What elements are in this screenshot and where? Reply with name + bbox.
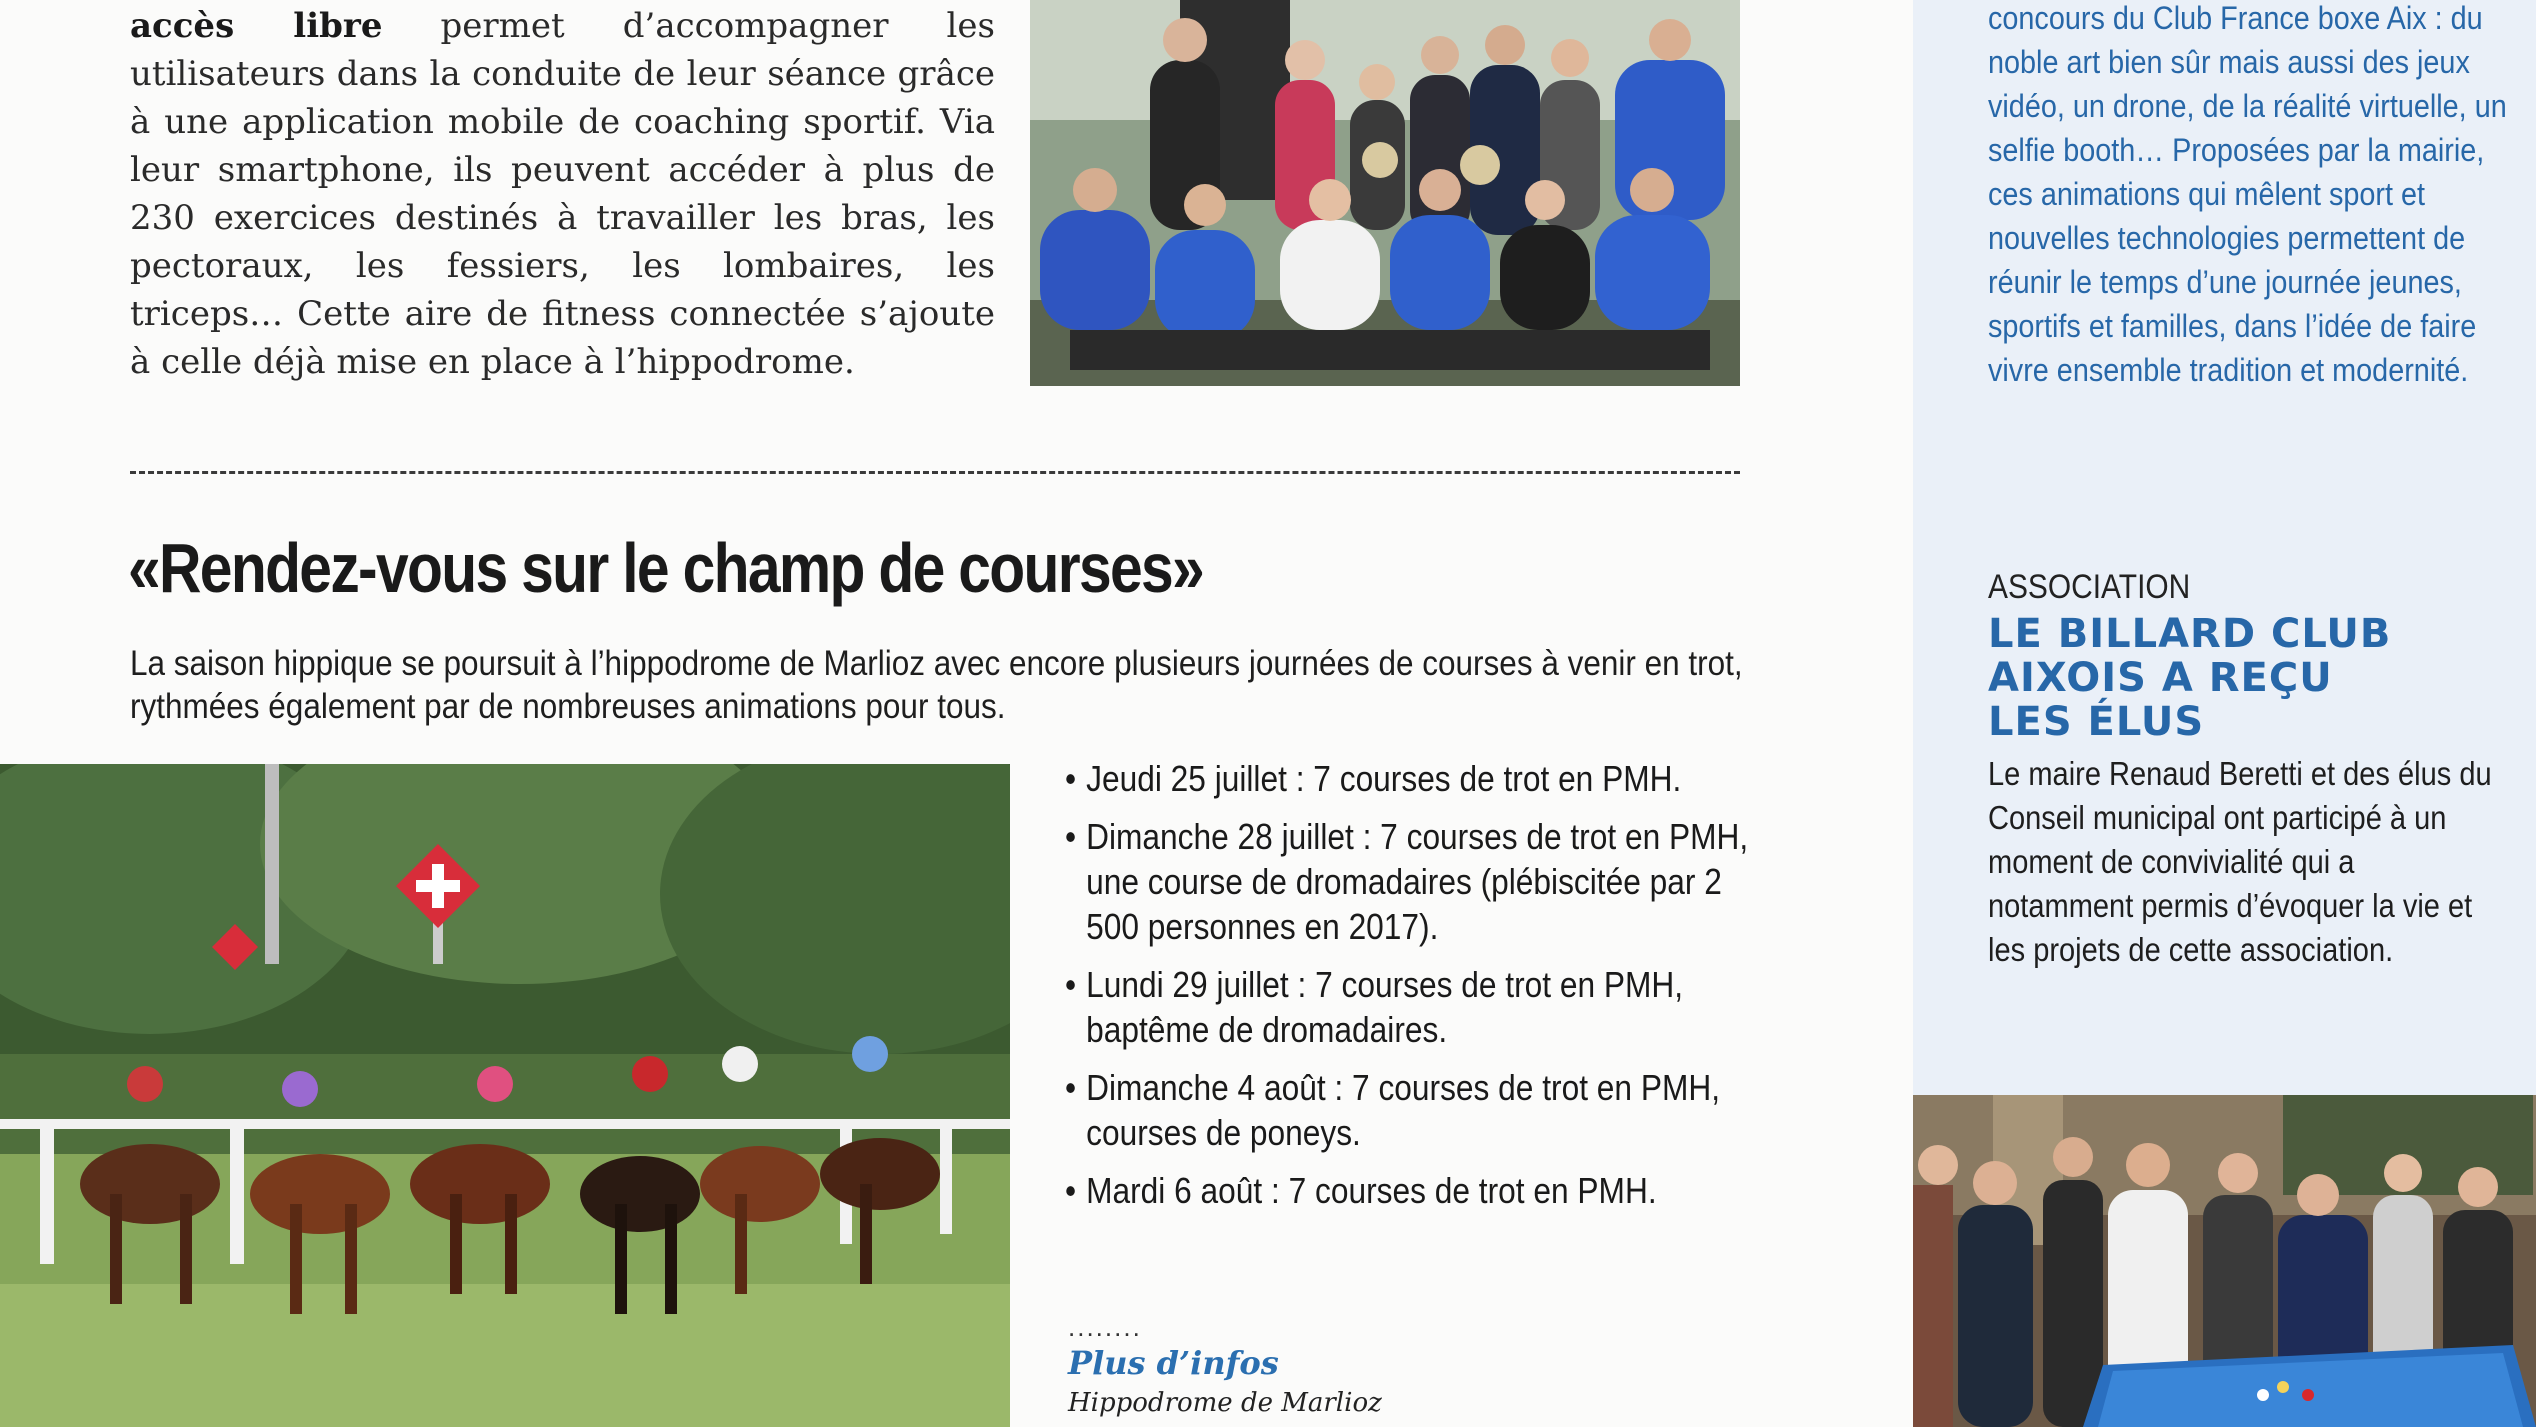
schedule-item [1065,1065,1760,1155]
schedule-day: Lundi 29 juillet [1086,964,1289,1005]
more-info-title: Plus d’infos [1068,1344,1279,1382]
schedule-detail: : 7 courses de trot en PMH, courses de poneys. [1086,1067,1721,1153]
article-headline: «Rendez-vous sur le champ de courses» [128,529,1204,607]
schedule-day: Jeudi 25 juillet [1086,758,1287,799]
billiard-club-photo [1913,1095,2536,1427]
sidebar-title-line: AIXOIS A REÇU [1988,655,2333,701]
schedule-item [1065,1168,1760,1213]
sidebar-title-line: LE BILLARD CLUB [1988,611,2392,657]
intro-text: permet d’accompagner les utilisateurs dans la conduite de leur séance grâce à une application mobile de coaching sportif. Via leur smartphone, ils peuvent accéder à plus de 230 exercices destinés à travailler les bras, les pectoraux, les fessiers, les lombaires, les triceps… Cette aire de fitness connectée s’ajoute à celle déjà mise en place à l’hippodrome. [130,6,995,382]
schedule-detail: : 7 courses de trot en PMH, baptême de dromadaires. [1086,964,1684,1050]
sidebar-body: Le maire Renaud Beretti et des élus du Conseil municipal ont participé à un moment de convivialité qui a notamment permis d’évoquer la vie et les projets de cette association. [1988,755,2492,968]
schedule-day: Dimanche 28 juillet [1086,816,1354,857]
sidebar-title-line: LES ÉLUS [1988,699,2205,745]
intro-lead-bold: accès libre [130,6,383,46]
schedule-detail: : 7 courses de trot en PMH. [1286,758,1682,799]
section-divider [130,471,1740,474]
schedule-item [1065,962,1760,1052]
more-info-venue: Hippodrome de Marlioz [1068,1388,1382,1418]
schedule-detail: : 7 courses de trot en PMH, une course de dromadaires (plébiscitée par 2 500 personnes en 2017). [1086,816,1749,947]
article-lede: La saison hippique se poursuit à l’hippodrome de Marlioz avec encore plusieurs journées de courses à venir en trot, rythmées également par de nombreuses animations pour tous. [130,644,1743,726]
race-schedule-list [1065,756,1760,1226]
schedule-detail: : 7 courses de trot en PMH. [1262,1170,1657,1211]
schedule-item [1065,756,1760,801]
sidebar-top-text: concours du Club France boxe Aix : du noble art bien sûr mais aussi des jeux vidéo, un drone, de la réalité virtuelle, un selfie booth… Proposées par la mairie, ces animations qui mêlent sport et nouvelles technologies permettent de réunir le temps d’une journée jeunes, sportifs et familles, dans l’idée de faire vivre ensemble tradition et modernité. [1988,0,2507,388]
boxing-group-photo [1030,0,1740,386]
horse-race-photo [0,764,1010,1427]
schedule-item [1065,814,1760,949]
more-info-dots: ........ [1068,1312,1142,1342]
sidebar-title [1988,612,2508,744]
schedule-day: Mardi 6 août [1086,1170,1263,1211]
sidebar-kicker: ASSOCIATION [1988,568,2191,606]
schedule-day: Dimanche 4 août [1086,1067,1326,1108]
intro-paragraph [130,2,995,386]
